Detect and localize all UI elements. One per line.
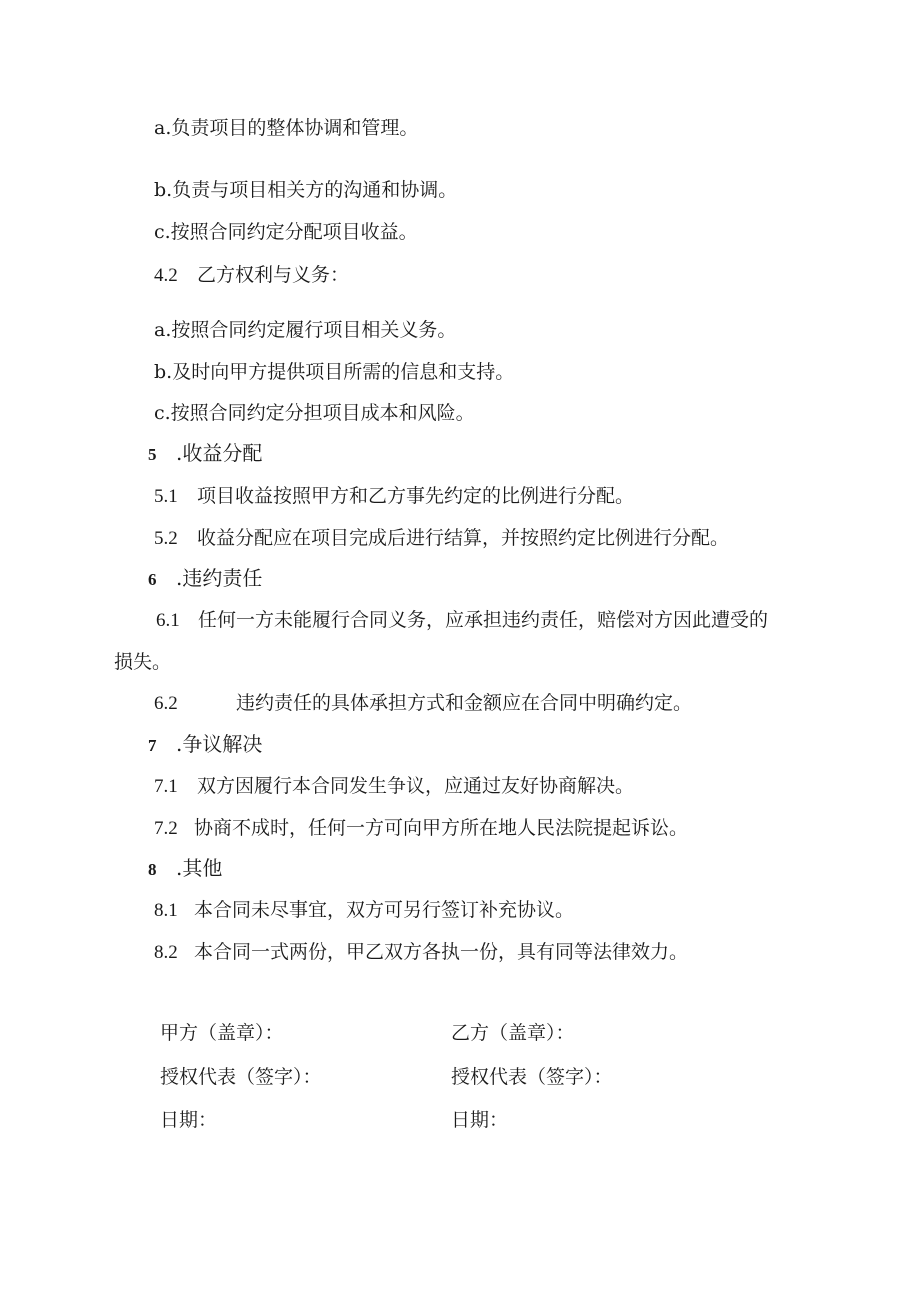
party-b-date-label: 日期： (451, 1109, 509, 1131)
clause-number: 8.1 (154, 900, 178, 921)
party-b-rep-label: 授权代表（签字）： (451, 1066, 613, 1088)
clause-text: 本合同未尽事宜，双方可另行签订补充协议。 (194, 899, 575, 921)
clause-text: 违约责任的具体承担方式和金额应在合同中明确约定。 (236, 692, 693, 714)
section-6-heading (148, 566, 262, 592)
clause-7-2 (154, 816, 688, 841)
section-number: 8 (148, 860, 157, 879)
clause-number: 7.2 (154, 818, 178, 839)
section-title: .违约责任 (176, 566, 263, 590)
clause-number: 5.1 (154, 486, 178, 507)
section-5-heading (148, 441, 262, 467)
section-title: .争议解决 (176, 732, 263, 756)
party-a-item-a: a.负责项目的整体协调和管理。 (154, 117, 419, 139)
section-number: 6 (148, 570, 157, 589)
clause-text: 乙方权利与义务： (197, 264, 350, 286)
section-number: 7 (148, 736, 157, 755)
party-a-seal-label: 甲方（盖章）： (160, 1022, 284, 1044)
section-title: .收益分配 (176, 441, 263, 465)
clause-5-2 (154, 526, 729, 551)
clause-number: 8.2 (154, 942, 178, 963)
party-a-date-label: 日期： (160, 1109, 218, 1131)
clause-number: 7.1 (154, 776, 178, 797)
section-8-heading (148, 856, 222, 882)
clause-text: 项目收益按照甲方和乙方事先约定的比例进行分配。 (197, 485, 635, 507)
clause-8-1 (154, 898, 574, 923)
clause-6-1 (156, 608, 768, 633)
party-b-item-c: c.按照合同约定分担项目成本和风险。 (154, 402, 475, 424)
clause-6-1-continuation: 损失。 (114, 651, 172, 673)
party-a-rep-label: 授权代表（签字）： (160, 1066, 322, 1088)
section-number: 5 (148, 445, 157, 464)
clause-number: 4.2 (154, 265, 178, 286)
party-b-seal-label: 乙方（盖章）： (451, 1022, 575, 1044)
clause-number: 6.2 (154, 693, 178, 714)
clause-number: 6.1 (156, 610, 180, 631)
clause-text: 本合同一式两份，甲乙双方各执一份，具有同等法律效力。 (194, 941, 689, 963)
section-title: .其他 (176, 856, 223, 880)
clause-text: 收益分配应在项目完成后进行结算，并按照约定比例进行分配。 (197, 527, 730, 549)
clause-6-2 (154, 691, 692, 716)
clause-8-2 (154, 940, 688, 965)
clause-7-1 (154, 774, 634, 799)
party-a-item-b: b.负责与项目相关方的沟通和协调。 (154, 179, 458, 201)
section-7-heading (148, 732, 262, 758)
clause-5-1 (154, 484, 634, 509)
clause-text: 协商不成时，任何一方可向甲方所在地人民法院提起诉讼。 (194, 817, 689, 839)
party-b-item-a: a.按照合同约定履行项目相关义务。 (154, 319, 457, 341)
clause-4-2 (154, 263, 349, 288)
clause-text: 双方因履行本合同发生争议，应通过友好协商解决。 (197, 775, 635, 797)
party-b-item-b: b.及时向甲方提供项目所需的信息和支持。 (154, 361, 515, 383)
party-a-item-c: c.按照合同约定分配项目收益。 (154, 221, 418, 243)
clause-text: 任何一方未能履行合同义务，应承担违约责任，赔偿对方因此遭受的 (198, 609, 769, 631)
clause-number: 5.2 (154, 528, 178, 549)
